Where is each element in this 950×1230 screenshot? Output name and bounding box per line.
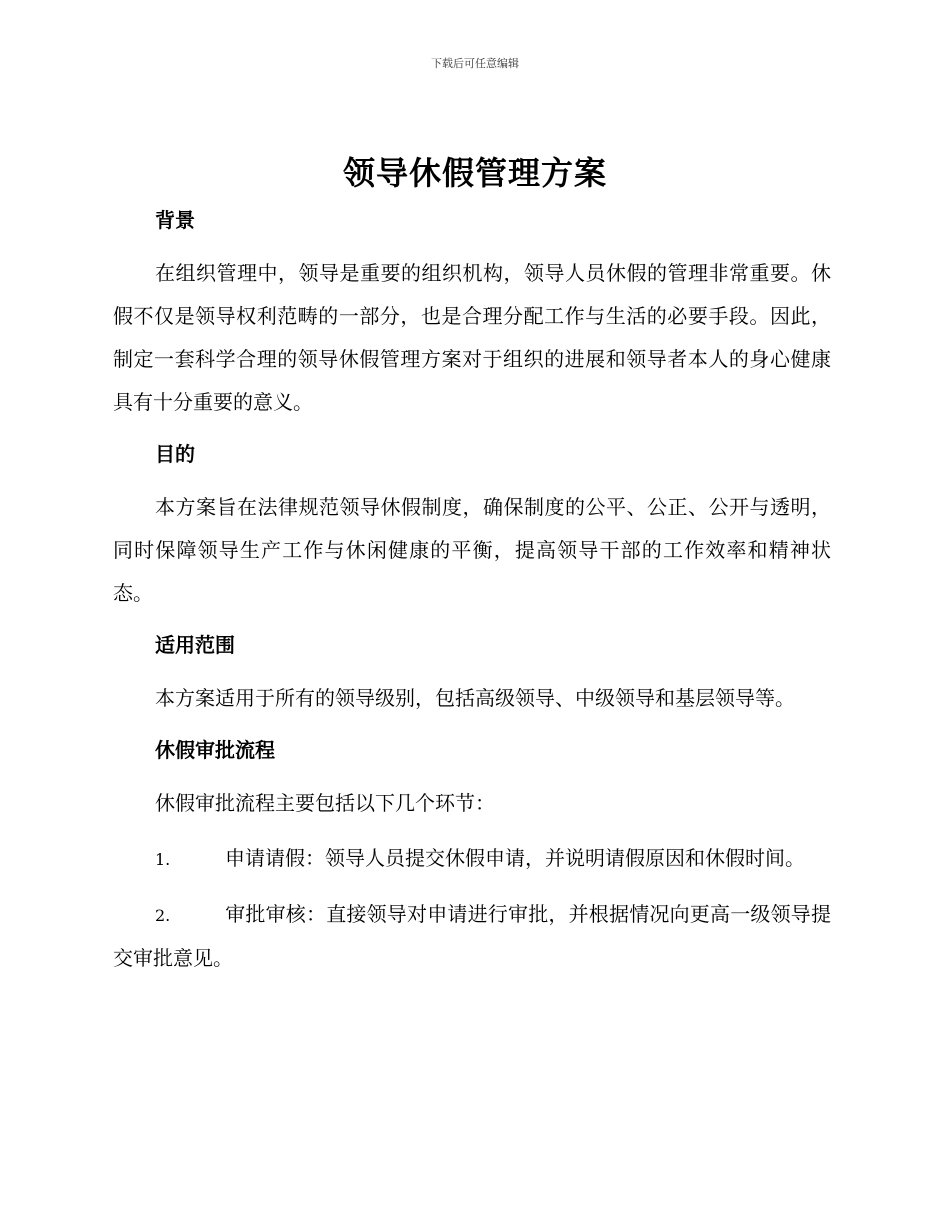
list-item-number: 1. xyxy=(155,850,171,869)
section-paragraph: 本方案适用于所有的领导级别，包括高级领导、中级领导和基层领导等。 xyxy=(155,686,795,710)
section-heading: 适用范围 xyxy=(155,633,235,657)
section-paragraph: 在组织管理中，领导是重要的组织机构，领导人员休假的管理非常重要。休假不仅是领导权利范畴的一部分，也是合理分配工作与生活的必要手段。因此，制定一套科学合理的领导休假管理方案对于组织的进展和领导者本人的身心健康具有十分重要的意义。 xyxy=(113,261,831,414)
section-paragraph: 休假审批流程主要包括以下几个环节： xyxy=(155,791,495,815)
page-header-note: 下载后可任意编辑 xyxy=(431,57,519,70)
document-title: 领导休假管理方案 xyxy=(342,154,607,192)
list-item-number: 2. xyxy=(155,906,171,925)
document-body xyxy=(113,200,831,980)
section-heading: 目的 xyxy=(155,442,195,466)
list-item xyxy=(113,893,831,980)
list-item-text: 申请请假：领导人员提交休假申请，并说明请假原因和休假时间。 xyxy=(225,846,805,870)
section-approval-process xyxy=(113,730,831,980)
section-background xyxy=(113,200,831,424)
list-item-text: 审批审核：直接领导对申请进行审批，并根据情况向更高一级领导提交审批意见。 xyxy=(113,902,831,970)
section-purpose xyxy=(113,434,831,615)
section-heading: 背景 xyxy=(155,208,195,232)
section-paragraph: 本方案旨在法律规范领导休假制度，确保制度的公平、公正、公开与透明，同时保障领导生产工作与休闲健康的平衡，提高领导干部的工作效率和精神状态。 xyxy=(113,495,831,605)
section-heading: 休假审批流程 xyxy=(155,738,275,762)
list-item xyxy=(113,837,831,881)
section-scope xyxy=(113,625,831,720)
